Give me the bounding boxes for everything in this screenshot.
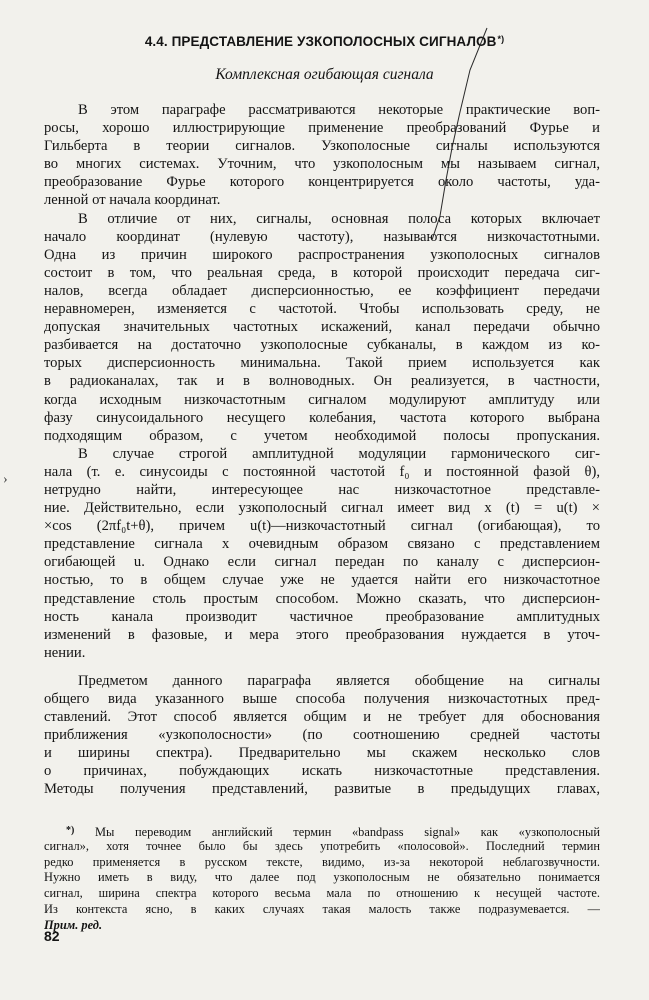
- text-line: Предметом данного параграфа является обобщение на сигналы: [78, 672, 600, 689]
- footnote-line: редко применяется в русском тексте, видимо, из-за некоторой неблагозвучности.: [44, 854, 600, 869]
- footnote-line: Нужно иметь в виду, что далее под узкополосным не обязательно понимается: [44, 870, 600, 885]
- paragraph-4: [44, 672, 600, 799]
- text-line: Методы получения представлений, развитые в предыдущих главах,: [44, 781, 600, 798]
- text-line: состоит в том, что реальная среда, в которой происходит передача сиг-: [44, 264, 600, 281]
- text-line: представление столь простым способом. Можно сказать, что дисперсион-: [44, 590, 600, 607]
- text-line: В отличие от них, сигналы, основная полоса которых включает: [78, 210, 600, 227]
- page-number: 82: [44, 928, 60, 944]
- text-line: неравномерен, изменяется с частотой. Чтобы использовать среду, не: [44, 301, 600, 318]
- text-line: ×cos (2πf₀t+θ), причем u(t)—низкочастотный сигнал (огибающая), то: [44, 518, 600, 535]
- text-line: Гильберта в теории сигналов. Узкополосные сигналы используются: [44, 138, 600, 155]
- text-line: нала (т. е. синусоиды с постоянной частотой f₀ и постоянной фазой θ),: [44, 463, 600, 480]
- text-line: ностью, то в общем случае уже не удается найти его низкочастотное: [44, 572, 600, 589]
- text-line: во многих системах. Уточним, что узкополосным мы называем сигнал,: [44, 156, 600, 173]
- text-line: нетрудно найти, интересующее нас низкочастотное представле-: [44, 481, 600, 498]
- footnote-line: [44, 823, 600, 839]
- text-line: ставлений. Этот способ является общим и не требует для обоснования: [44, 709, 600, 726]
- text-line: В этом параграфе рассматриваются некоторые практические воп-: [78, 102, 600, 118]
- text-line: огибающей u. Однако если сигнал передан по каналу с дисперсион-: [44, 554, 600, 571]
- text-line: ность канала производит частичное преобразование амплитудных: [44, 608, 600, 625]
- paragraph-2: [44, 210, 600, 445]
- footnote-line: сигнал», хотя точнее было бы здесь употребить «полосовой». Последний термин: [44, 838, 600, 853]
- text-line: приближения «узкополосности» (по соотношению средней частоты: [44, 727, 600, 744]
- text-line: Одна из причин широкого распространения узкополосных сигналов: [44, 246, 600, 263]
- section-heading-text: 4.4. ПРЕДСТАВЛЕНИЕ УЗКОПОЛОСНЫХ СИГНАЛОВ: [144, 34, 497, 49]
- text-line: общего вида указанного выше способа получения низкочастотных пред-: [44, 691, 600, 707]
- body-text: [44, 101, 600, 799]
- text-line: ние. Действительно, если узкополосный сигнал имеет вид x (t) = u(t) ×: [44, 500, 600, 517]
- text-line: о причинах, побуждающих искать низкочастотные представления.: [44, 763, 600, 780]
- text-line: фазу синусоидального несущего колебания, частота которого выбрана: [44, 409, 600, 426]
- text-line: В случае строгой амплитудной модуляции гармонического сиг-: [78, 445, 600, 462]
- text-line: подходящим образом, с учетом необходимой полосы пропускания.: [44, 427, 600, 444]
- text-line: и ширины спектра). Предварительно мы скажем несколько слов: [44, 745, 600, 762]
- text-line: разбивается на достаточно узкополосные субканалы, в каждом из ко-: [44, 337, 600, 354]
- text-line: в радиоканалах, так и в волноводных. Он реализуется, в частности,: [44, 373, 600, 390]
- text-line: допуская значительных частотных искажений, канал передачи обычно: [44, 319, 600, 336]
- text-line: росы, хорошо иллюстрирующие применение преобразований Фурье и: [44, 120, 600, 137]
- footnote-line: сигнал, ширина спектра которого весьма мала по отношению к несущей частоте.: [44, 886, 600, 901]
- text-line: налов, всегда обладает дисперсионностью, ее коэффициент передачи: [44, 282, 600, 299]
- text-line: торых дисперсионность минимальна. Такой прием используется как: [44, 355, 600, 372]
- text-line: когда исходным низкочастотным сигналом модулируют амплитуду или: [44, 391, 600, 408]
- text-line: начало координат (нулевую частоту), называются низкочастотными.: [44, 228, 600, 245]
- footnote-text: Мы переводим английский термин «bandpass signal» как «узкополосный: [95, 825, 600, 839]
- text-line: ленной от начала координат.: [44, 192, 221, 209]
- footnote-line: Из контекста ясно, в каких случаях такая малость также подразумевается. —: [44, 901, 600, 916]
- section-heading: [0, 34, 649, 49]
- footnote-mark: *): [66, 825, 75, 836]
- paragraph-3: [44, 445, 600, 662]
- footnote-attribution: Прим. ред.: [44, 917, 103, 932]
- footnote: [44, 823, 600, 934]
- text-line: представление сигнала x очевидным образом связано с представлением: [44, 536, 600, 553]
- margin-mark: ›: [3, 472, 8, 487]
- paragraph-1: [44, 101, 600, 210]
- heading-footnote-mark: *): [497, 34, 505, 44]
- text-line: изменений в фазовые, и мера этого преобразования нуждается в уточ-: [44, 626, 600, 643]
- text-line: преобразование Фурье которого концентрируется около частоты, уда-: [44, 174, 600, 191]
- subsection-title: Комплексная огибающая сигнала: [215, 66, 434, 83]
- text-line: нении.: [44, 644, 86, 661]
